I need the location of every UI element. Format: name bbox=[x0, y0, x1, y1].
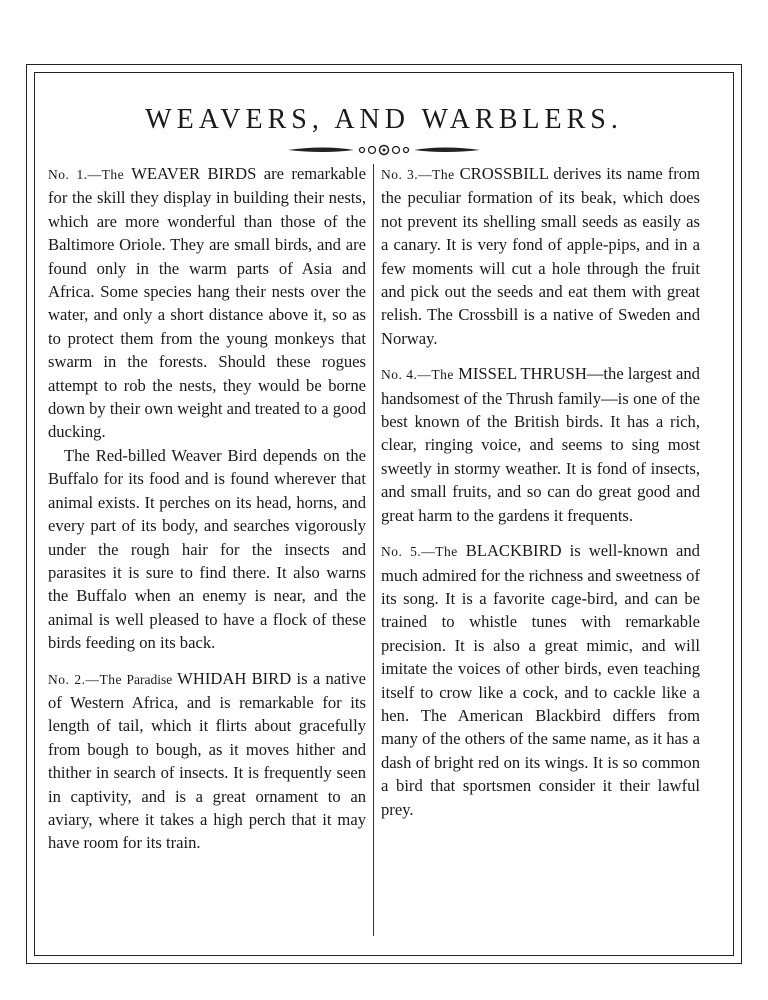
entry-blackbird bbox=[381, 539, 700, 821]
left-column bbox=[48, 162, 366, 855]
entry-subject: WHIDAH BIRD bbox=[172, 668, 292, 688]
ornament-divider-icon bbox=[284, 142, 484, 158]
entry-number: No. 1.—The bbox=[48, 167, 125, 182]
entry-number: No. 5.—The bbox=[381, 544, 458, 560]
entry-subject-prefix: Paradise bbox=[121, 671, 173, 687]
entry-number: No. 4.—The bbox=[381, 367, 454, 383]
entry-subject: MISSEL THRUSH bbox=[453, 364, 587, 384]
entry-text: is a native of Western Africa, and is remarkable for its length of tail, which it flirts about gracefully from bough to bough, as it moves hither and thither in search of insects. It is frequently seen in captivity, and is a great ornament to an aviary, where it takes a high perch that it may have room for its train. bbox=[48, 668, 366, 853]
column-divider bbox=[373, 164, 374, 936]
page-title: WEAVERS, AND WARBLERS. bbox=[145, 104, 623, 135]
entry-text: derives its name from the peculiar formation of its beak, which does not prevent its shelling small seeds as easily as a canary. It is very fond of apple-pips, and in a few moments will cut a hole through the fruit and pick out the seeds and eat them with great relish. The Crossbill is a native of Sweden and Norway. bbox=[381, 164, 700, 348]
entry-text: The Red-billed Weaver Bird depends on the Buffalo for its food and is found wherever that animal exists. It perches on its head, horns, and every part of its body, and searches vigorously under the rough hair for the insects and parasites it is sure to find there. It also warns the Buffalo when an enemy is near, and the animal is well pleased to have a flock of these birds feeding on its back. bbox=[48, 445, 366, 653]
entry-crossbill bbox=[381, 162, 700, 350]
entry-text: are remarkable for the skill they display in building their nests, which are more wonderful than those of the Baltimore Oriole. They are small birds, and are found only in the warm parts of Asia and Africa. Some species hang their nests over the water, and only a short distance above it, so as to protect them from the young monkeys that swarm in the forests. Should these rogues attempt to rob the nests, they would be borne down by their own weight and treated to a good ducking. bbox=[48, 164, 366, 442]
entry-subject: WEAVER BIRDS bbox=[124, 164, 257, 183]
entry-whidah-bird bbox=[48, 667, 366, 855]
entry-number: No. 2.—The bbox=[48, 671, 122, 687]
entry-text: —the largest and handsomest of the Thrush family—is one of the best known of the British birds. It has a rich, clear, ringing voice, and seems to sing most sweetly in stormy weather. It is fond of insects, and small fruits, and so can do great good and great harm to the gardens it frequents. bbox=[381, 364, 700, 525]
entry-text: is well-known and much admired for the richness and sweetness of its song. It is a favorite cage-bird, and can be trained to whistle tunes with remarkable precision. It is also a great mimic, and will imitate the voices of other birds, even teaching itself to crow like a cock, and to cackle like a hen. The American Blackbird differs from many of the others of the same name, as it has a dash of bright red on its wings. It is so common a bird that sportsmen consider it their lawful prey. bbox=[381, 541, 700, 819]
entry-weaver-birds bbox=[48, 162, 366, 444]
entry-red-billed-weaver bbox=[48, 444, 366, 655]
entry-number: No. 3.—The bbox=[381, 167, 455, 182]
entry-subject: CROSSBILL bbox=[454, 164, 549, 183]
entry-missel-thrush bbox=[381, 362, 700, 527]
right-column bbox=[381, 162, 700, 821]
entry-subject: BLACKBIRD bbox=[457, 541, 562, 561]
